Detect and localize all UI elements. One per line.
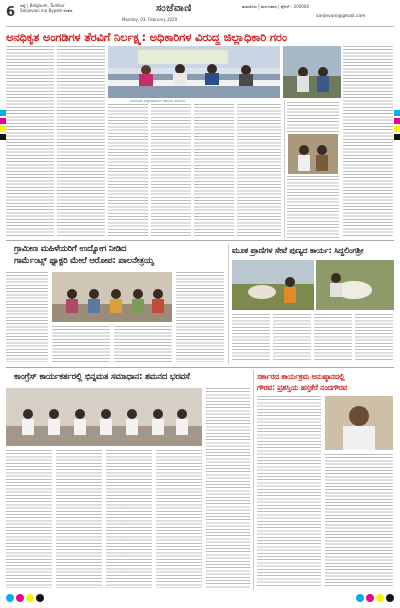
- masthead: [6, 3, 394, 27]
- meeting-photo-illustration: [108, 46, 280, 98]
- gram-photo: [52, 272, 172, 322]
- contact-email: sanjevani@gmail.com: [316, 14, 366, 19]
- article-text-column: [237, 104, 281, 236]
- brief-photo-illustration: [288, 134, 338, 174]
- article-text-column: [6, 450, 52, 588]
- registration-mark-yellow: [376, 594, 384, 602]
- registration-mark-magenta: [394, 118, 400, 124]
- article-text-column: [6, 46, 54, 236]
- cattle-photo-2: [316, 260, 394, 310]
- article-text-column: [194, 104, 234, 236]
- gram-headline-line2: ಗಾರ್ಮೆಂಟ್ಸ್ ಫ್ಯಾಕ್ಟರಿ ಮೇಲೆ ಆರೋಪ: ಪಾಲನೇತ್ರಯ್ಯ: [14, 256, 154, 266]
- bottom-right-headline-line2: ಗೌರವ: ಪ್ರಶಸ್ತಿಯ ಹಸ್ತಕೆರೆ ನಂದಗೌರವ: [257, 383, 348, 392]
- registration-mark-cyan: [6, 594, 14, 602]
- registration-mark-cyan: [356, 594, 364, 602]
- congress-headline: ಕಾಂಗ್ರೆಸ್ ಕಾರ್ಯಕರ್ತರಲ್ಲಿ ಭಿನ್ನಮತ ಸಮಾಧಾನ: ಶಮನದ ಭರವಸೆ: [14, 372, 190, 382]
- section-label: [20, 4, 72, 13]
- section-divider: [6, 240, 394, 241]
- registration-mark-yellow: [26, 594, 34, 602]
- edition-info: ತುಮಕೂರು | ಮಂಗಳವಾರ | ಫೋನ್ : 200000: [242, 4, 310, 9]
- section-line-1: ಜಿಲ್ಲೆ | Belgaum, Tumkur: [20, 3, 65, 8]
- registration-mark-black: [0, 134, 6, 140]
- meeting-photo: [108, 46, 280, 98]
- portrait-photo: [325, 396, 393, 450]
- article-text-column: [151, 104, 191, 236]
- registration-mark-cyan: [394, 110, 400, 116]
- article-text-column: [273, 314, 311, 362]
- article-text-column: [287, 102, 339, 132]
- gram-photo-illustration: [52, 272, 172, 322]
- article-text-column: [325, 454, 393, 588]
- bottom-right-headline-line1: ಸರ್ಕಾರದ ಕಾರ್ಯಕ್ರಮ ಅನುಷ್ಠಾನದಲ್ಲಿ: [257, 372, 345, 381]
- cattle-photo: [232, 260, 314, 310]
- registration-mark-black: [386, 594, 394, 602]
- article-text-column: [6, 272, 48, 362]
- gram-headline-line1: ಗ್ರಾಮೀಣ ಮಹಿಳೆಯರಿಗೆ ಉದ್ಯೋಗ ನೀಡಿದ: [14, 244, 127, 254]
- article-text-column: [257, 396, 321, 588]
- newspaper-logo: ಸಂಜೆವಾಣಿ: [156, 3, 192, 14]
- side-photo-illustration: [283, 46, 341, 98]
- article-text-column: [108, 104, 148, 236]
- article-text-column: [156, 450, 202, 588]
- section-divider: [6, 367, 394, 368]
- section-line-2: Sanjevani ma Bypale ಅಂಕಣ: [20, 7, 73, 13]
- registration-mark-magenta: [16, 594, 24, 602]
- article-text-column: [114, 326, 172, 362]
- cattle-photo-2-illustration: [316, 260, 394, 310]
- article-text-column: [206, 388, 250, 588]
- article-text-column: [106, 450, 152, 588]
- article-text-column: [355, 314, 393, 362]
- brief-photo: [288, 134, 338, 174]
- article-text-column: [56, 450, 102, 588]
- photo-caption: ತುಮಕೂರು ಜಿಲ್ಲಾಧಿಕಾರಿಗಳ ಕಚೇರಿಯ ಸಭಾಂಗಣ: [130, 99, 186, 103]
- article-text-column: [343, 46, 393, 238]
- column-divider: [228, 244, 229, 364]
- cattle-photo-illustration: [232, 260, 314, 310]
- article-text-column: [314, 314, 352, 362]
- article-text-column: [176, 272, 224, 362]
- masthead-rule: [6, 26, 394, 27]
- registration-mark-yellow: [394, 126, 400, 132]
- congress-photo-illustration: [6, 388, 202, 446]
- page-number: 6: [6, 5, 16, 20]
- edition-date: Monday, 03. February 2020: [122, 17, 178, 22]
- article-text-column: [287, 176, 339, 238]
- article-text-column: [52, 326, 110, 362]
- article-text-column: [57, 46, 105, 236]
- registration-mark-magenta: [366, 594, 374, 602]
- registration-mark-cyan: [0, 110, 6, 116]
- portrait-photo-illustration: [325, 396, 393, 450]
- column-divider: [284, 100, 285, 238]
- congress-photo: [6, 388, 202, 446]
- registration-mark-yellow: [0, 126, 6, 132]
- top-headline: ಅನಧಿಕೃತ ಅಂಗಡಿಗಳ ತೆರವಿಗೆ ನಿರ್ಲಕ್ಷ್ಯ: ಅಧಿಕಾರಿಗಳ ವಿರುದ್ಧ ಜಿಲ್ಲಾಧಿಕಾರಿ ಗರಂ: [6, 30, 287, 44]
- registration-mark-black: [394, 134, 400, 140]
- mid-right-headline: ಮೂಕ ಪ್ರಾಣಿಗಳ ಸೇವೆ ಪುಣ್ಯದ ಕಾರ್ಯ: ಸಿದ್ದಲಿಂಗಶ್ರೀ: [232, 246, 364, 255]
- article-text-column: [232, 314, 270, 362]
- registration-mark-black: [36, 594, 44, 602]
- side-photo: [283, 46, 341, 98]
- column-divider: [253, 370, 254, 590]
- registration-mark-magenta: [0, 118, 6, 124]
